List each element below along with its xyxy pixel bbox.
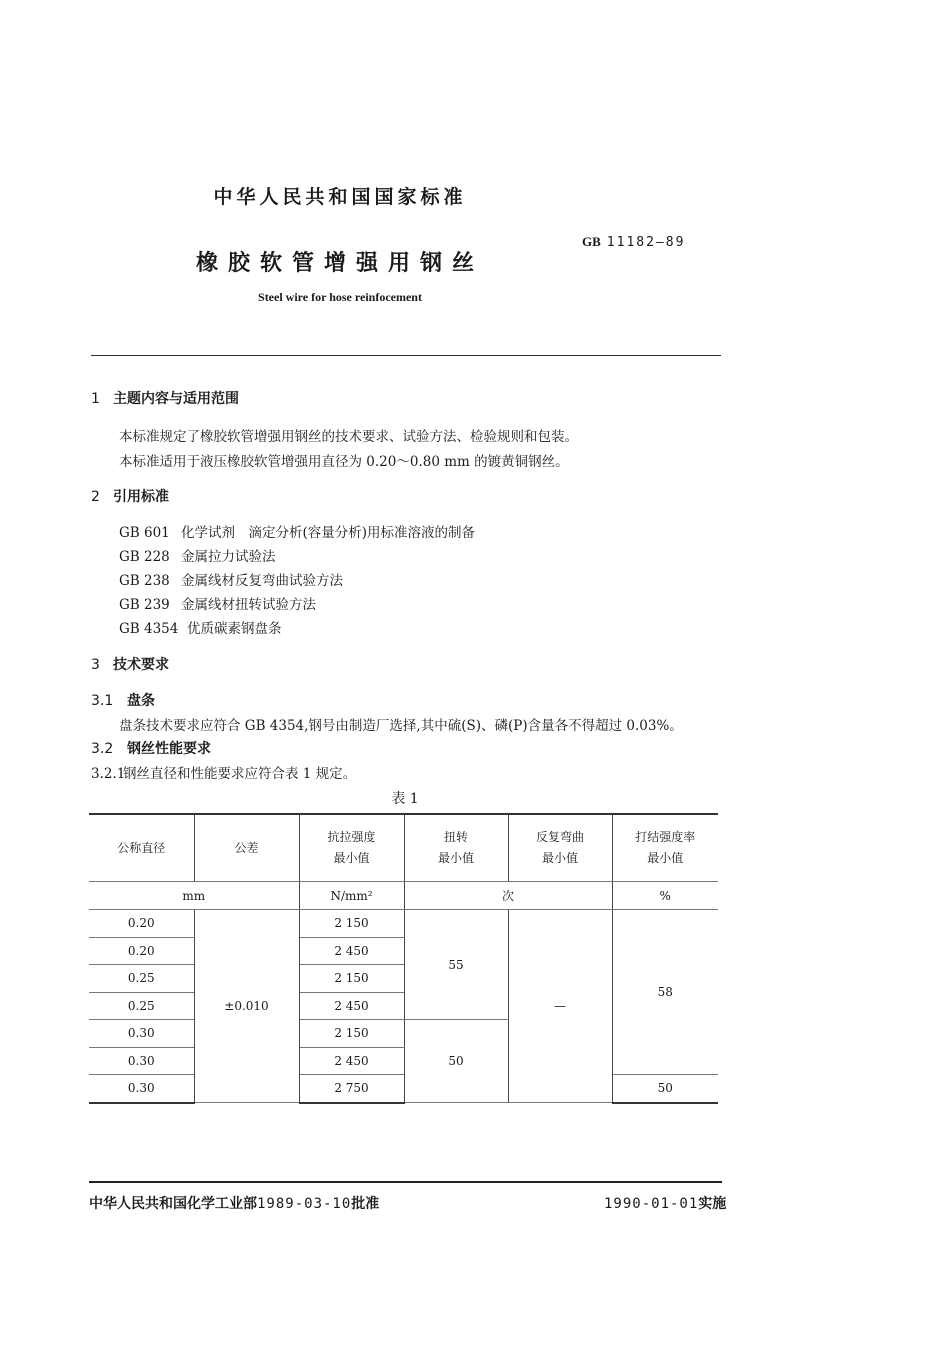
reference-code: GB 238 [119,573,170,589]
cell-diameter: 0.30 [89,1020,194,1048]
header-tolerance: 公差 [194,814,299,882]
cell-torsion: 50 [404,1020,508,1103]
reference-code: GB 601 [119,525,170,541]
header-tensile-line2: 最小值 [333,851,370,865]
header-knot-line2: 最小值 [647,851,684,865]
section-3-2-1-text [91,762,356,782]
cell-diameter: 0.25 [89,992,194,1020]
section-1-heading [91,388,239,408]
reference-item [119,569,343,589]
header-tensile-line1: 抗拉强度 [327,830,376,844]
reference-item [119,545,276,565]
header-diameter: 公称直径 [89,814,194,882]
table-header-row [89,814,718,882]
section-1-title: 主题内容与适用范围 [113,391,239,407]
section-3-1-title: 盘条 [127,693,155,709]
cell-knot: 50 [612,1075,718,1103]
cell-diameter: 0.20 [89,910,194,938]
section-1-paragraph-1: 本标准规定了橡胶软管增强用钢丝的技术要求、试验方法、检验规则和包装。 [119,429,578,445]
section-2-heading [91,486,169,506]
header-torsion [404,814,508,882]
header-tensile [299,814,404,882]
standard-code [582,234,685,250]
issuing-authority: 中华人民共和国国家标准 [213,186,467,208]
section-3-2-1-body: 钢丝直径和性能要求应符合表 1 规定。 [123,766,357,782]
code-prefix: GB [582,234,601,249]
section-3-number: 3 [91,657,100,673]
cell-bend: — [508,910,612,1103]
section-3-heading [91,654,169,674]
unit-times: 次 [404,882,612,910]
reference-code: GB 239 [119,597,170,613]
cell-tensile: 2 450 [299,1047,404,1075]
cell-torsion: 55 [404,910,508,1020]
effective-date: 1990-01-01 [604,1196,699,1212]
header-knot [612,814,718,882]
cell-tensile: 2 150 [299,910,404,938]
header-torsion-line1: 扭转 [443,830,468,844]
header-bend-line2: 最小值 [541,851,578,865]
section-2-title: 引用标准 [113,489,169,505]
table-row [89,910,718,938]
reference-code: GB 4354 [119,621,179,637]
header-bend-line1: 反复弯曲 [535,830,584,844]
cell-tensile: 2 450 [299,992,404,1020]
effective-line [604,1193,726,1213]
wire-spec-table [89,813,718,1104]
english-title: Steel wire for hose reinfocement [258,290,422,304]
reference-item [119,617,282,637]
reference-name: 金属线材反复弯曲试验方法 [181,573,343,589]
section-3-2-number: 3.2 [91,741,114,757]
header-knot-line1: 打结强度率 [635,830,696,844]
section-1-number: 1 [91,391,100,407]
cell-knot: 58 [612,910,718,1075]
section-1-paragraph-2: 本标准适用于液压橡胶软管增强用直径为 0.20～0.80 mm 的镀黄铜钢丝。 [119,454,569,470]
reference-name: 金属拉力试验法 [181,549,276,565]
cell-tensile: 2 750 [299,1075,404,1103]
approval-date: 1989-03-10 [257,1196,352,1212]
section-3-1-number: 3.1 [91,693,114,709]
reference-name: 化学试剂 滴定分析(容量分析)用标准溶液的制备 [181,525,476,541]
reference-name: 优质碳素钢盘条 [187,621,282,637]
cell-tensile: 2 150 [299,1020,404,1048]
section-3-1-heading [91,690,155,710]
section-3-title: 技术要求 [113,657,169,673]
footer-divider [89,1181,722,1183]
unit-percent: % [612,882,718,910]
cell-tensile: 2 150 [299,965,404,993]
cell-diameter: 0.30 [89,1075,194,1103]
approval-org: 中华人民共和国化学工业部 [89,1196,257,1212]
reference-item [119,521,475,541]
unit-tensile: N/mm² [299,882,404,910]
cell-tolerance: ±0.010 [194,910,299,1103]
cell-diameter: 0.30 [89,1047,194,1075]
cell-diameter: 0.20 [89,937,194,965]
reference-item [119,593,316,613]
unit-mm: mm [89,882,299,910]
approval-label: 批准 [351,1196,380,1212]
code-number: 11182—89 [606,235,686,250]
section-3-2-1-number: 3.2.1 [91,766,126,782]
section-3-2-title: 钢丝性能要求 [127,741,211,757]
cell-tensile: 2 450 [299,937,404,965]
header-bend [508,814,612,882]
cell-diameter: 0.25 [89,965,194,993]
section-3-2-heading [91,738,211,758]
section-2-number: 2 [91,489,100,505]
table-row [89,1075,718,1103]
header-divider [91,355,721,356]
effective-label: 实施 [698,1196,727,1212]
table-caption: 表 1 [391,791,419,807]
reference-name: 金属线材扭转试验方法 [181,597,316,613]
reference-code: GB 228 [119,549,170,565]
approval-line [89,1193,379,1213]
section-3-1-text: 盘条技术要求应符合 GB 4354,钢号由制造厂选择,其中硫(S)、磷(P)含量各不得超过 0.03%。 [119,718,683,734]
standard-title: 橡胶软管增强用钢丝 [195,251,484,276]
header-torsion-line2: 最小值 [437,851,474,865]
table-units-row [89,882,718,910]
